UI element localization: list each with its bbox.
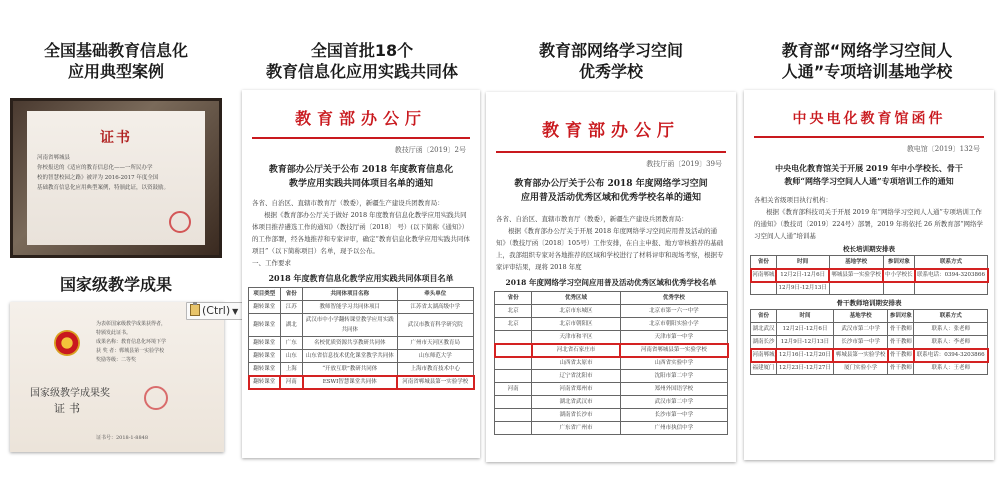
- table-row: [249, 301, 474, 314]
- document-community-list: [242, 90, 480, 458]
- title-line: 教师“网络学习空间人人通”专项培训工作的通知: [784, 176, 954, 186]
- cell: 12月16日-12月20日: [776, 349, 833, 362]
- cell: [495, 422, 532, 435]
- cell: 湖南长沙: [751, 336, 777, 349]
- table-wrap: [744, 255, 994, 295]
- highlighted-table-row: [249, 376, 474, 389]
- cell: 北京市第一六一中学: [620, 305, 727, 318]
- cell: [751, 282, 777, 295]
- cell: 山西省太原市: [532, 357, 621, 370]
- cell: 福建厦门: [751, 362, 777, 375]
- cell: 郸城县第一实验学校: [829, 269, 883, 282]
- column-header: 省份: [751, 310, 777, 323]
- cell: 广东省广州市: [532, 422, 621, 435]
- document-number: 教技厅函〔2019〕2号: [394, 146, 466, 154]
- column-header: 时间: [776, 256, 829, 269]
- heading-training-base: [742, 40, 992, 82]
- cell: 北京市东城区: [532, 305, 621, 318]
- table-title: 骨干教师培训期安排表: [836, 299, 902, 307]
- cell: 北京市朝阳区: [532, 318, 621, 331]
- table-row: [751, 336, 988, 349]
- document-title: [242, 163, 480, 191]
- cell: 河南省郸城县第一实验学校: [397, 376, 474, 389]
- document-title: [486, 177, 736, 205]
- certificate-title: 证书: [100, 130, 132, 146]
- column-header: 参训对象: [888, 310, 914, 323]
- document-body: [486, 213, 736, 273]
- table-row: [495, 383, 728, 396]
- cell: 山西省实验中学: [620, 357, 727, 370]
- highlighted-table-row: [751, 269, 988, 282]
- cell: 辽宁省沈阳市: [532, 370, 621, 383]
- cell: 联系电话：0394-3203866: [914, 349, 988, 362]
- heading-line: 教育部网络学习空间: [538, 41, 683, 60]
- column-header: 基地学校: [829, 256, 883, 269]
- heading-line: 应用典型案例: [67, 62, 164, 81]
- header-rule: [252, 137, 470, 139]
- title-line: 教学应用实践共同体项目名单的通知: [288, 179, 433, 189]
- cell: 翻转课堂: [249, 314, 281, 337]
- cell: 联系电话：0394-3203866: [915, 269, 988, 282]
- column-header: 省份: [751, 256, 777, 269]
- cell: 骨干教师: [888, 349, 914, 362]
- cell: 12月9日-12月13日: [776, 282, 829, 295]
- header-rule: [754, 136, 984, 138]
- table-row: [495, 422, 728, 435]
- table-row: [495, 357, 728, 370]
- heading-line: 人通”专项培训基地学校: [781, 62, 953, 81]
- cell: 河南省郸城县第一实验学校: [620, 344, 727, 357]
- award-title: 国家级教学成果奖: [30, 388, 110, 399]
- heading-community: [236, 40, 488, 82]
- cell: [915, 282, 988, 295]
- column-header: 省份: [280, 288, 303, 301]
- cell: 江苏: [280, 301, 303, 314]
- cell: 天津市和平区: [532, 331, 621, 344]
- cell: 河南郸城: [751, 269, 777, 282]
- table-row: [249, 350, 474, 363]
- document-excellent-school-list: [486, 92, 736, 462]
- cell: [495, 344, 532, 357]
- paragraph: 根据《教育部科技司关于开展 2019 年“网络学习空间人人通”专项培训工作的通知》（教技司〔2019〕224号）部署，2019 年将依托 26 所教育部“网络学习空间人人通”培训基: [754, 208, 984, 240]
- heading-line: 全国首批18个: [310, 41, 414, 60]
- table-row: [751, 362, 988, 375]
- cell: [883, 282, 914, 295]
- cell: 北京: [495, 305, 532, 318]
- cell: 湖北: [280, 314, 303, 337]
- cell: [495, 409, 532, 422]
- certificate-line: 获 奖 者：郸城县第一实验学校: [96, 348, 165, 354]
- cell: 12月9日-12月13日: [776, 336, 833, 349]
- title-line: 教育部办公厅关于公布 2018 年度网络学习空间: [514, 179, 708, 189]
- paragraph: 一、工作要求: [252, 259, 291, 267]
- column-header: 参训对象: [883, 256, 914, 269]
- cell: 长沙市第一中学: [620, 409, 727, 422]
- heading-line: 全国基础教育信息化: [43, 41, 188, 60]
- cell: [495, 331, 532, 344]
- certificate-paper: [27, 111, 205, 245]
- cell: 北京市朝阳实验小学: [620, 318, 727, 331]
- cell: 联系人：张老师: [914, 323, 988, 336]
- paste-options-label: (Ctrl): [202, 304, 231, 317]
- cell: 上海市教育技术中心: [397, 363, 474, 376]
- document-body: [744, 194, 994, 242]
- national-award-certificate: [10, 302, 224, 452]
- table-row: [249, 337, 474, 350]
- cell: 名校优质资源共享教研共同体: [303, 337, 398, 350]
- table-row: [495, 305, 728, 318]
- certificate-line: 基础教育信息化应用典型案例，特颁此证，以资鼓励。: [37, 185, 170, 191]
- table-header-row: [495, 292, 728, 305]
- excellent-school-table: [494, 291, 728, 435]
- cell: 山东省信息技术优化课堂教学共同体: [303, 350, 398, 363]
- table-row: [495, 409, 728, 422]
- paragraph: 各省、自治区、直辖市教育厅（教委），新疆生产建设兵团教育局：: [496, 215, 688, 223]
- cell: 江苏省太湖高级中学: [397, 301, 474, 314]
- certificate-line: 你校报送的《适应的教育信息化——一所民办学: [37, 165, 153, 171]
- column-header: 联系方式: [914, 310, 988, 323]
- column-header: 省份: [495, 292, 532, 305]
- column-header: 项目类型: [249, 288, 281, 301]
- cell: 联系人：王老师: [914, 362, 988, 375]
- document-header: 教育部办公厅: [542, 121, 680, 141]
- certificate-number: 证书号：2018-1-8848: [96, 435, 149, 441]
- heading-line: 优秀学校: [578, 62, 643, 81]
- certificate-line: 为表彰国家级教学成果获得者，: [96, 321, 167, 327]
- cell: [495, 396, 532, 409]
- paragraph: 根据《教育部办公厅关于做好 2018 年度教育信息化教学应用实践共同体项目推荐遴选工作的通知》（教技厅函〔2018〕 号）(以下简称《通知》）的工作部署，经各地推荐和专家评审，确定“教育信息化教学应用实践共同体项目”（以下简称项目）名单，现予以公布。: [252, 211, 470, 255]
- paragraph: 各省、自治区、直辖市教育厅（教委），新疆生产建设兵团教育局：: [252, 199, 444, 207]
- table-row: [495, 331, 728, 344]
- table-wrap: [744, 309, 994, 375]
- heading-line: 教育信息化应用实践共同体: [265, 62, 458, 81]
- document-number: 教电馆〔2019〕132号: [906, 145, 980, 153]
- column-header: 基地学校: [833, 310, 888, 323]
- certificate-frame: [10, 98, 222, 258]
- cell: 联系人：李老师: [914, 336, 988, 349]
- cell: “开放互联”教研共同体: [303, 363, 398, 376]
- cell: 武汉市中小学翻转课堂教学应用实践共同体: [303, 314, 398, 337]
- cell: 河南: [280, 376, 303, 389]
- cell: [495, 370, 532, 383]
- cell: 骨干教师: [888, 336, 914, 349]
- cell: ESWI智慧课堂共同体: [303, 376, 398, 389]
- certificate-line: 成果名称：教育信息化环境下学: [96, 339, 167, 345]
- cell: 武汉市教育科学研究院: [397, 314, 474, 337]
- cell: 北京: [495, 318, 532, 331]
- cell: 天津市第一中学: [620, 331, 727, 344]
- community-table: [248, 287, 474, 389]
- certificate-line: 校的智慧校园之路》被评为 2016-2017 年度全国: [37, 175, 159, 181]
- column-header: 联系方式: [915, 256, 988, 269]
- heading-national-award: [6, 274, 226, 295]
- cell: 上海: [280, 363, 303, 376]
- cell: [495, 357, 532, 370]
- cell: 翻转课堂: [249, 350, 281, 363]
- highlighted-table-row: [495, 344, 728, 357]
- cell: 湖北省武汉市: [532, 396, 621, 409]
- red-seal: [169, 211, 191, 233]
- clipboard-icon: [190, 304, 200, 316]
- teacher-training-table: [750, 309, 988, 375]
- cell: 湖南省长沙市: [532, 409, 621, 422]
- table-row: [751, 282, 988, 295]
- cell: 中小学校长: [883, 269, 914, 282]
- cell: 12月23日-12月27日: [776, 362, 833, 375]
- cell: 教师智能学习共同体项目: [303, 301, 398, 314]
- chevron-down-icon: ▼: [232, 307, 239, 316]
- table-row: [495, 370, 728, 383]
- table-title: 2018 年度教育信息化教学应用实践共同体项目名单: [268, 273, 454, 283]
- paste-options-button[interactable]: [186, 302, 248, 320]
- table-header-row: [249, 288, 474, 301]
- paragraph: 各相关省级项目执行机构：: [754, 196, 832, 204]
- table-row: [751, 323, 988, 336]
- award-subtitle: 证书: [54, 402, 84, 415]
- column-header: 时间: [776, 310, 833, 323]
- certificate-text: [37, 153, 195, 193]
- cell: 12月2日-12月6日: [776, 269, 829, 282]
- cell: 广东: [280, 337, 303, 350]
- certificate-line: 河南省郸城县: [37, 155, 71, 161]
- cell: 河南郸城: [751, 349, 777, 362]
- cell: 郑州外国语学校: [620, 383, 727, 396]
- table-header-row: [751, 256, 988, 269]
- table-row: [495, 396, 728, 409]
- column-header: 优秀学校: [620, 292, 727, 305]
- table-row: [495, 318, 728, 331]
- heading-line: 国家级教学成果: [59, 275, 172, 294]
- cell: 郸城县第一实验学校: [833, 349, 888, 362]
- cell: 山东: [280, 350, 303, 363]
- highlighted-table-row: [751, 349, 988, 362]
- column-header: 优秀区域: [532, 292, 621, 305]
- certificate-line: 特颁发此证书。: [96, 330, 132, 336]
- cell: 武汉市第二中学: [620, 396, 727, 409]
- principal-training-table: [750, 255, 988, 295]
- cell: 河南省郑州市: [532, 383, 621, 396]
- cell: 湖北武汉: [751, 323, 777, 336]
- cell: 广州市执信中学: [620, 422, 727, 435]
- certificate-line: 奖励等级：二等奖: [96, 357, 137, 363]
- cell: 骨干教师: [888, 362, 914, 375]
- table-row: [249, 363, 474, 376]
- column-header: 共同体项目名称: [303, 288, 398, 301]
- title-line: 中央电化教育馆关于开展 2019 年中小学校长、骨干: [775, 163, 963, 173]
- cell: 广州市天河区教育局: [397, 337, 474, 350]
- title-line: 应用普及活动优秀区域和优秀学校名单的通知: [520, 193, 701, 203]
- table-wrap: [486, 291, 736, 435]
- cell: [829, 282, 883, 295]
- cell: 骨干教师: [888, 323, 914, 336]
- cell: 翻转课堂: [249, 301, 281, 314]
- heading-line: 教育部“网络学习空间人: [781, 41, 953, 60]
- cell: 河北省石家庄市: [532, 344, 621, 357]
- header-rule: [496, 151, 726, 153]
- table-wrap: [242, 287, 480, 389]
- heading-excellent-school: [486, 40, 736, 82]
- certificate-info: [96, 320, 216, 365]
- cell: 翻转课堂: [249, 337, 281, 350]
- cell: 长沙市第一中学: [833, 336, 888, 349]
- cell: 河南: [495, 383, 532, 396]
- table-header-row: [751, 310, 988, 323]
- column-header: 牵头单位: [397, 288, 474, 301]
- paragraph: 根据《教育部办公厅关于开展 2018 年度网络学习空间应用普及活动的通知》（教技厅函〔2018〕105号）工作安排，在自主申报、地方审核推荐的基础上，我部组织专家对各地推荐的区域和学校进行了材料评审和现场考察，根据专家评审结果，现将 2018 年度: [496, 227, 724, 271]
- title-line: 教育部办公厅关于公布 2018 年度教育信息化: [268, 165, 454, 175]
- cell: 山东师范大学: [397, 350, 474, 363]
- cell: 沈阳市第二中学: [620, 370, 727, 383]
- cell: 12月2日-12月6日: [776, 323, 833, 336]
- table-title: 校长培训期安排表: [843, 245, 895, 253]
- national-emblem-icon: [54, 330, 80, 356]
- document-number: 教技厅函〔2019〕39号: [646, 160, 722, 168]
- cell: 翻转课堂: [249, 363, 281, 376]
- document-header: 中央电化教育馆函件: [792, 111, 946, 127]
- red-seal: [144, 386, 168, 410]
- heading-typical-case: [6, 40, 226, 82]
- cell: 厦门实验小学: [833, 362, 888, 375]
- document-header: 教育部办公厅: [294, 109, 427, 128]
- document-training-base: [744, 90, 994, 460]
- table-row: [249, 314, 474, 337]
- document-body: [242, 197, 480, 269]
- table-title: 2018 年度网络学习空间应用普及活动优秀区域和优秀学校名单: [505, 278, 717, 287]
- document-title: [744, 162, 994, 188]
- cell: 翻转课堂: [249, 376, 281, 389]
- cell: 武汉市第二中学: [833, 323, 888, 336]
